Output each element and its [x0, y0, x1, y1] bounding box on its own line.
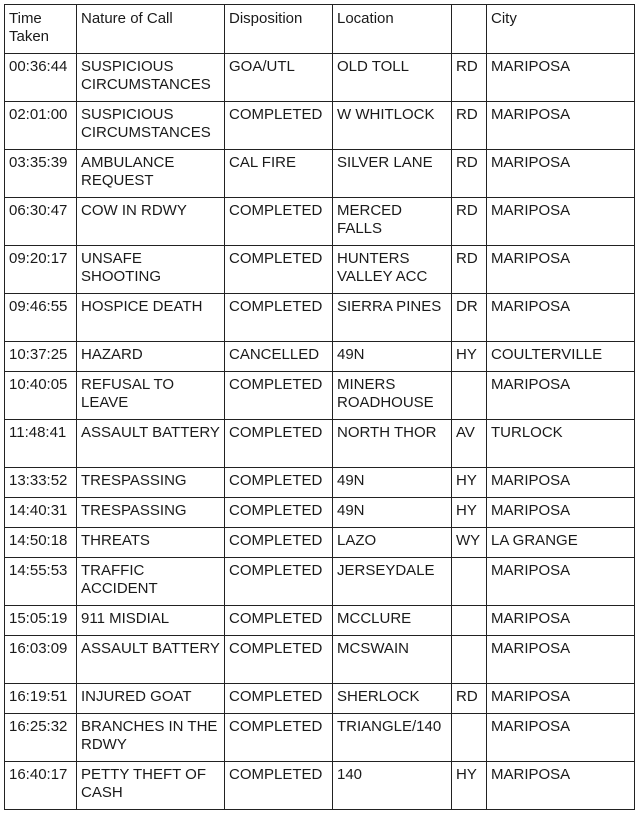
cell-location: 49N — [333, 342, 452, 372]
table-row — [5, 150, 635, 198]
cell-city: MARIPOSA — [487, 150, 635, 198]
cell-time: 16:40:17 — [5, 762, 77, 810]
cell-nature: INJURED GOAT — [77, 684, 225, 714]
cell-location: MINERS ROADHOUSE — [333, 372, 452, 420]
cell-disposition: COMPLETED — [225, 420, 333, 468]
cell-city: MARIPOSA — [487, 636, 635, 684]
cell-city: MARIPOSA — [487, 372, 635, 420]
cell-city: MARIPOSA — [487, 558, 635, 606]
header-suffix — [452, 5, 487, 54]
cell-time: 16:19:51 — [5, 684, 77, 714]
table-row — [5, 636, 635, 684]
header-city: City — [487, 5, 635, 54]
cell-suffix: RD — [452, 102, 487, 150]
table-row — [5, 468, 635, 498]
cell-nature: SUSPICIOUS CIRCUMSTANCES — [77, 54, 225, 102]
cell-suffix: HY — [452, 762, 487, 810]
cell-city: MARIPOSA — [487, 102, 635, 150]
cell-nature: THREATS — [77, 528, 225, 558]
cell-suffix: WY — [452, 528, 487, 558]
cell-location: SIERRA PINES — [333, 294, 452, 342]
cell-location: MERCED FALLS — [333, 198, 452, 246]
cell-location: LAZO — [333, 528, 452, 558]
table-row — [5, 54, 635, 102]
cell-suffix: DR — [452, 294, 487, 342]
cell-suffix — [452, 558, 487, 606]
cell-nature: COW IN RDWY — [77, 198, 225, 246]
cell-disposition: COMPLETED — [225, 606, 333, 636]
cell-disposition: COMPLETED — [225, 372, 333, 420]
cell-suffix: AV — [452, 420, 487, 468]
cell-time: 06:30:47 — [5, 198, 77, 246]
cell-time: 16:03:09 — [5, 636, 77, 684]
cell-disposition: COMPLETED — [225, 498, 333, 528]
cell-suffix — [452, 714, 487, 762]
cell-nature: 911 MISDIAL — [77, 606, 225, 636]
cell-nature: UNSAFE SHOOTING — [77, 246, 225, 294]
cell-suffix: HY — [452, 498, 487, 528]
cell-disposition: GOA/UTL — [225, 54, 333, 102]
header-disposition: Disposition — [225, 5, 333, 54]
cell-time: 09:20:17 — [5, 246, 77, 294]
cell-city: COULTERVILLE — [487, 342, 635, 372]
cell-disposition: CANCELLED — [225, 342, 333, 372]
cell-location: SILVER LANE — [333, 150, 452, 198]
cell-city: MARIPOSA — [487, 714, 635, 762]
cell-nature: TRAFFIC ACCIDENT — [77, 558, 225, 606]
cell-location: MCCLURE — [333, 606, 452, 636]
header-nature: Nature of Call — [77, 5, 225, 54]
cell-location: 49N — [333, 498, 452, 528]
call-log-table — [4, 4, 635, 810]
cell-location: TRIANGLE/140 — [333, 714, 452, 762]
cell-time: 10:40:05 — [5, 372, 77, 420]
table-row — [5, 528, 635, 558]
cell-city: MARIPOSA — [487, 246, 635, 294]
cell-nature: PETTY THEFT OF CASH — [77, 762, 225, 810]
cell-location: HUNTERS VALLEY ACC — [333, 246, 452, 294]
cell-disposition: COMPLETED — [225, 102, 333, 150]
table-row — [5, 420, 635, 468]
table-row — [5, 558, 635, 606]
cell-disposition: COMPLETED — [225, 558, 333, 606]
cell-suffix: HY — [452, 468, 487, 498]
cell-location: 49N — [333, 468, 452, 498]
cell-suffix: RD — [452, 150, 487, 198]
cell-nature: BRANCHES IN THE RDWY — [77, 714, 225, 762]
cell-time: 03:35:39 — [5, 150, 77, 198]
cell-disposition: COMPLETED — [225, 294, 333, 342]
cell-nature: AMBULANCE REQUEST — [77, 150, 225, 198]
cell-nature: REFUSAL TO LEAVE — [77, 372, 225, 420]
cell-suffix: RD — [452, 246, 487, 294]
cell-suffix: RD — [452, 198, 487, 246]
cell-disposition: COMPLETED — [225, 762, 333, 810]
cell-city: MARIPOSA — [487, 762, 635, 810]
cell-nature: SUSPICIOUS CIRCUMSTANCES — [77, 102, 225, 150]
cell-suffix: RD — [452, 684, 487, 714]
table-row — [5, 294, 635, 342]
cell-city: MARIPOSA — [487, 606, 635, 636]
table-row — [5, 762, 635, 810]
cell-suffix — [452, 606, 487, 636]
cell-suffix — [452, 636, 487, 684]
cell-city: MARIPOSA — [487, 468, 635, 498]
cell-time: 02:01:00 — [5, 102, 77, 150]
cell-disposition: COMPLETED — [225, 684, 333, 714]
cell-city: MARIPOSA — [487, 498, 635, 528]
cell-time: 14:50:18 — [5, 528, 77, 558]
table-row — [5, 198, 635, 246]
cell-disposition: COMPLETED — [225, 468, 333, 498]
cell-time: 15:05:19 — [5, 606, 77, 636]
cell-nature: ASSAULT BATTERY — [77, 420, 225, 468]
cell-time: 10:37:25 — [5, 342, 77, 372]
header-row — [5, 5, 635, 54]
cell-location: NORTH THOR — [333, 420, 452, 468]
cell-time: 09:46:55 — [5, 294, 77, 342]
cell-disposition: COMPLETED — [225, 636, 333, 684]
cell-location: SHERLOCK — [333, 684, 452, 714]
cell-city: MARIPOSA — [487, 294, 635, 342]
cell-nature: TRESPASSING — [77, 498, 225, 528]
cell-time: 14:55:53 — [5, 558, 77, 606]
cell-city: TURLOCK — [487, 420, 635, 468]
cell-suffix: HY — [452, 342, 487, 372]
cell-disposition: CAL FIRE — [225, 150, 333, 198]
table-row — [5, 102, 635, 150]
cell-suffix — [452, 372, 487, 420]
cell-location: W WHITLOCK — [333, 102, 452, 150]
cell-city: LA GRANGE — [487, 528, 635, 558]
table-row — [5, 498, 635, 528]
cell-time: 14:40:31 — [5, 498, 77, 528]
cell-city: MARIPOSA — [487, 54, 635, 102]
table-row — [5, 684, 635, 714]
cell-disposition: COMPLETED — [225, 528, 333, 558]
table-row — [5, 246, 635, 294]
cell-nature: TRESPASSING — [77, 468, 225, 498]
cell-suffix: RD — [452, 54, 487, 102]
cell-city: MARIPOSA — [487, 198, 635, 246]
table-row — [5, 714, 635, 762]
cell-location: 140 — [333, 762, 452, 810]
cell-nature: HOSPICE DEATH — [77, 294, 225, 342]
cell-disposition: COMPLETED — [225, 198, 333, 246]
cell-nature: ASSAULT BATTERY — [77, 636, 225, 684]
cell-disposition: COMPLETED — [225, 714, 333, 762]
table-row — [5, 372, 635, 420]
cell-time: 11:48:41 — [5, 420, 77, 468]
cell-location: OLD TOLL — [333, 54, 452, 102]
cell-city: MARIPOSA — [487, 684, 635, 714]
table-row — [5, 342, 635, 372]
cell-time: 13:33:52 — [5, 468, 77, 498]
cell-location: MCSWAIN — [333, 636, 452, 684]
cell-nature: HAZARD — [77, 342, 225, 372]
header-location: Location — [333, 5, 452, 54]
table-row — [5, 606, 635, 636]
header-time: Time Taken — [5, 5, 77, 54]
cell-time: 00:36:44 — [5, 54, 77, 102]
cell-location: JERSEYDALE — [333, 558, 452, 606]
cell-time: 16:25:32 — [5, 714, 77, 762]
cell-disposition: COMPLETED — [225, 246, 333, 294]
